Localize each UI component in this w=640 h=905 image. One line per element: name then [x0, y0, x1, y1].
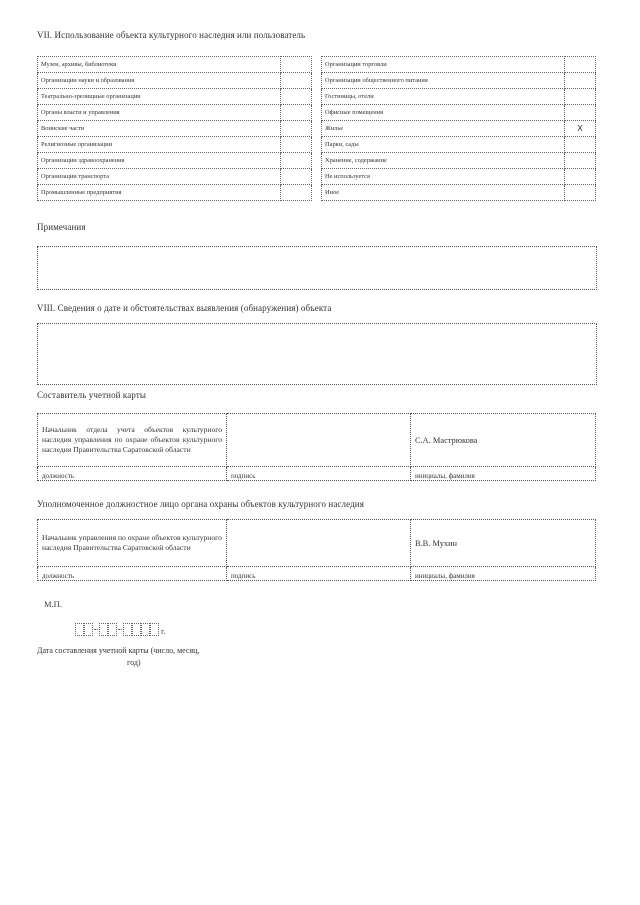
usage-row — [38, 121, 312, 137]
usage-checkbox[interactable] — [281, 185, 312, 201]
official-signature-field[interactable] — [227, 520, 411, 567]
usage-checkbox[interactable] — [281, 153, 312, 169]
date-year-box-3[interactable] — [141, 623, 150, 636]
date-day-box-2[interactable] — [84, 623, 93, 636]
compiler-caption-name: инициалы, фамилия — [411, 467, 596, 481]
official-title: Уполномоченное должностное лицо органа охраны объектов культурного наследия — [37, 499, 364, 509]
date-separator — [118, 629, 122, 630]
official-position: Начальник управления по охране объектов культурного наследия Правительства Саратовской области — [38, 520, 227, 567]
usage-label: Хранение, содержание — [322, 153, 565, 169]
usage-checkbox[interactable] — [565, 105, 596, 121]
usage-checkbox[interactable] — [565, 153, 596, 169]
usage-label: Жилье — [322, 121, 565, 137]
usage-checkbox[interactable] — [281, 89, 312, 105]
usage-row — [322, 169, 596, 185]
usage-row — [38, 57, 312, 73]
usage-row — [38, 89, 312, 105]
usage-label: Иное — [322, 185, 565, 201]
usage-row — [322, 89, 596, 105]
notes-field[interactable] — [37, 246, 597, 290]
compiler-name: С.А. Мастрюкова — [411, 414, 596, 467]
date-caption-line2: год) — [127, 658, 141, 667]
usage-label: Офисные помещения — [322, 105, 565, 121]
usage-label: Музеи, архивы, библиотеки — [38, 57, 281, 73]
usage-label: Парки, сады — [322, 137, 565, 153]
usage-row — [322, 153, 596, 169]
usage-checkbox[interactable] — [281, 57, 312, 73]
section8-title: VIII. Сведения о дате и обстоятельствах выявления (обнаружения) объекта — [37, 303, 332, 313]
date-caption-line1: Дата составления учетной карты (число, месяц, — [37, 646, 200, 655]
usage-label: Органы власти и управления — [38, 105, 281, 121]
usage-row — [38, 73, 312, 89]
usage-label: Организации торговли — [322, 57, 565, 73]
compiler-signature-table — [37, 413, 596, 481]
official-signature-table — [37, 519, 596, 581]
usage-row — [38, 153, 312, 169]
compiler-caption-signature: подпись — [227, 467, 411, 481]
usage-label: Промышленные предприятия — [38, 185, 281, 201]
usage-checkbox[interactable] — [281, 169, 312, 185]
usage-label: Воинские части — [38, 121, 281, 137]
date-suffix: г. — [161, 627, 166, 636]
usage-label: Не используется — [322, 169, 565, 185]
compiler-caption-position: должность — [38, 467, 227, 481]
usage-row — [38, 137, 312, 153]
usage-checkbox[interactable] — [281, 121, 312, 137]
usage-row — [38, 105, 312, 121]
usage-checkbox[interactable] — [565, 57, 596, 73]
usage-row — [322, 185, 596, 201]
date-field[interactable] — [75, 623, 165, 636]
official-caption-signature: подпись — [227, 567, 411, 581]
usage-label: Театрально-зрелищные организации — [38, 89, 281, 105]
usage-row — [322, 137, 596, 153]
compiler-position: Начальник отдела учета объектов культурного наследия управления по охране объектов культурного наследия Правительства Саратовской области — [38, 414, 227, 467]
usage-checkbox[interactable] — [281, 137, 312, 153]
date-month-box-1[interactable] — [99, 623, 108, 636]
date-separator — [94, 629, 98, 630]
date-caption — [37, 645, 199, 669]
usage-checkbox[interactable] — [565, 137, 596, 153]
date-year-box-2[interactable] — [132, 623, 141, 636]
date-month-box-2[interactable] — [108, 623, 117, 636]
usage-label: Организации транспорта — [38, 169, 281, 185]
date-year-box-4[interactable] — [150, 623, 159, 636]
official-caption-position: должность — [38, 567, 227, 581]
usage-row — [322, 121, 596, 137]
section8-field[interactable] — [37, 323, 597, 385]
stamp-label: М.П. — [44, 599, 62, 609]
notes-title: Примечания — [37, 222, 86, 232]
section7-title: VII. Использование объекта культурного наследия или пользователь — [37, 30, 306, 40]
usage-label: Религиозные организации — [38, 137, 281, 153]
usage-label: Гостиницы, отели — [322, 89, 565, 105]
usage-table-left — [37, 56, 312, 201]
compiler-signature-field[interactable] — [227, 414, 411, 467]
usage-label: Организации здравоохранения — [38, 153, 281, 169]
usage-checkbox[interactable] — [565, 73, 596, 89]
date-year-box-1[interactable] — [123, 623, 132, 636]
usage-label: Организации общественного питания — [322, 73, 565, 89]
date-day-box-1[interactable] — [75, 623, 84, 636]
usage-row — [322, 57, 596, 73]
usage-checkbox[interactable]: X — [565, 121, 596, 137]
usage-table-right — [321, 56, 596, 201]
usage-row — [38, 169, 312, 185]
usage-row — [38, 185, 312, 201]
official-caption-name: инициалы, фамилия — [411, 567, 596, 581]
compiler-title: Составитель учетной карты — [37, 390, 147, 400]
usage-checkbox[interactable] — [565, 89, 596, 105]
usage-row — [322, 105, 596, 121]
usage-checkbox[interactable] — [281, 73, 312, 89]
usage-checkbox[interactable] — [565, 169, 596, 185]
usage-checkbox[interactable] — [565, 185, 596, 201]
official-name: В.В. Мухин — [411, 520, 596, 567]
usage-row — [322, 73, 596, 89]
usage-label: Организации науки и образования — [38, 73, 281, 89]
usage-checkbox[interactable] — [281, 105, 312, 121]
